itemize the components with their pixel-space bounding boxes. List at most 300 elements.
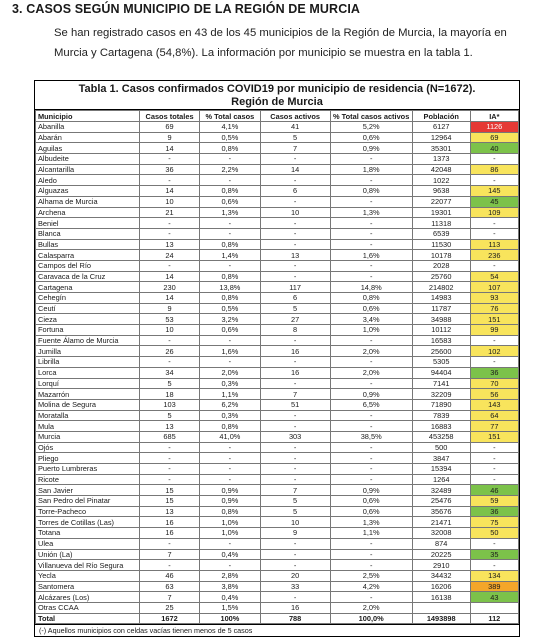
table-row (36, 410, 519, 421)
table-cell: 26 (139, 346, 199, 357)
table-cell: - (330, 154, 412, 165)
table-cell: 14 (139, 293, 199, 304)
total-cell: 1493898 (412, 613, 470, 624)
table-cell: 2910 (412, 560, 470, 571)
total-cell: 100% (200, 613, 260, 624)
table-cell: - (200, 357, 260, 368)
municipio-cell: San Javier (36, 485, 140, 496)
table-cell: 38,5% (330, 431, 412, 442)
table-cell: 16206 (412, 581, 470, 592)
ia-cell: - (470, 560, 518, 571)
table-cell: 0,8% (200, 239, 260, 250)
table-row (36, 496, 519, 507)
table-cell: 16583 (412, 335, 470, 346)
table-cell: 8 (260, 325, 330, 336)
table-cell: 9 (139, 132, 199, 143)
ia-cell: 113 (470, 239, 518, 250)
table-row (36, 260, 519, 271)
total-label: Total (36, 613, 140, 624)
table-row (36, 602, 519, 613)
table-cell: 10 (139, 325, 199, 336)
table-cell: 1,0% (200, 517, 260, 528)
table-cell: 0,8% (330, 186, 412, 197)
table-cell: - (260, 154, 330, 165)
table-cell: - (139, 260, 199, 271)
table-row (36, 122, 519, 133)
table-cell: 0,4% (200, 549, 260, 560)
table-cell: - (260, 260, 330, 271)
table-caption (35, 81, 519, 110)
table-row (36, 346, 519, 357)
ia-cell: 69 (470, 132, 518, 143)
table-cell: 13 (139, 239, 199, 250)
table-row (36, 250, 519, 261)
table-cell: 0,9% (330, 389, 412, 400)
table-cell: 16 (260, 602, 330, 613)
table-row (36, 228, 519, 239)
table-cell: 1,8% (330, 164, 412, 175)
table-cell: 32489 (412, 485, 470, 496)
table-cell: 33 (260, 581, 330, 592)
table-cell: 7 (260, 389, 330, 400)
table-cell: 25476 (412, 496, 470, 507)
table-row (36, 207, 519, 218)
table-row (36, 421, 519, 432)
table-cell: - (260, 378, 330, 389)
ia-cell: 59 (470, 496, 518, 507)
table-cell: 16 (260, 367, 330, 378)
table-row (36, 506, 519, 517)
table-cell: 19301 (412, 207, 470, 218)
table-cell: 0,6% (330, 496, 412, 507)
table-cell: - (139, 335, 199, 346)
table-cell: 94404 (412, 367, 470, 378)
table-cell: 0,5% (200, 303, 260, 314)
table-body (36, 122, 519, 614)
table-cell: 0,8% (200, 186, 260, 197)
table-cell: 16 (260, 346, 330, 357)
table-cell: - (139, 474, 199, 485)
table-row (36, 474, 519, 485)
municipio-cell: Mula (36, 421, 140, 432)
table-cell: 6539 (412, 228, 470, 239)
table-cell: 5 (260, 132, 330, 143)
table-cell: 41 (260, 122, 330, 133)
table-cell: 500 (412, 442, 470, 453)
table-cell: - (200, 560, 260, 571)
table-cell: 10112 (412, 325, 470, 336)
municipio-cell: Molina de Segura (36, 399, 140, 410)
municipio-cell: Abarán (36, 132, 140, 143)
table-cell: 0,9% (330, 143, 412, 154)
table-row (36, 357, 519, 368)
table-row (36, 538, 519, 549)
table-cell: 15394 (412, 464, 470, 475)
table-cell: - (139, 154, 199, 165)
table-cell: - (330, 260, 412, 271)
table-cell: 12964 (412, 132, 470, 143)
table-cell: 35301 (412, 143, 470, 154)
table-cell: - (139, 464, 199, 475)
table-cell: 1373 (412, 154, 470, 165)
table-cell: 10 (139, 196, 199, 207)
table-cell: 453258 (412, 431, 470, 442)
table-cell: - (139, 218, 199, 229)
table-cell: - (260, 560, 330, 571)
table-row (36, 549, 519, 560)
table-row (36, 132, 519, 143)
table-cell: - (200, 260, 260, 271)
table-row (36, 389, 519, 400)
ia-cell: - (470, 154, 518, 165)
table-cell: - (139, 442, 199, 453)
ia-cell: 109 (470, 207, 518, 218)
ia-cell: 151 (470, 431, 518, 442)
table-cell: 13 (260, 250, 330, 261)
table-cell: 21 (139, 207, 199, 218)
municipio-cell: Fuente Álamo de Murcia (36, 335, 140, 346)
table-cell: 0,6% (330, 506, 412, 517)
table-cell: 14,8% (330, 282, 412, 293)
table-cell: - (200, 464, 260, 475)
ia-cell: 99 (470, 325, 518, 336)
ia-cell: - (470, 335, 518, 346)
table-cell: - (260, 464, 330, 475)
municipio-cell: Archena (36, 207, 140, 218)
table-cell: 36 (139, 164, 199, 175)
total-row (36, 613, 519, 624)
table-cell: 5 (260, 506, 330, 517)
table-cell: 117 (260, 282, 330, 293)
table-cell: 42048 (412, 164, 470, 175)
table-cell: - (330, 378, 412, 389)
table-cell: 10178 (412, 250, 470, 261)
table-cell: 0,9% (200, 496, 260, 507)
table-footnote: (-) Aquellos municipios con celdas vacías tienen menos de 5 casos (35, 624, 519, 636)
table-cell: 16 (139, 517, 199, 528)
table-cell: 6,5% (330, 399, 412, 410)
table-cell: - (200, 154, 260, 165)
table-cell: 103 (139, 399, 199, 410)
header-casos-totales: Casos totales (139, 111, 199, 122)
table-cell: 5 (260, 303, 330, 314)
table-cell: - (330, 239, 412, 250)
ia-cell: 93 (470, 293, 518, 304)
table-row (36, 453, 519, 464)
table-cell: 13 (139, 506, 199, 517)
ia-cell (470, 602, 518, 613)
table-cell: 7 (260, 485, 330, 496)
municipio-cell: Alhama de Murcia (36, 196, 140, 207)
table-cell: - (330, 453, 412, 464)
table-cell: - (200, 538, 260, 549)
table-cell: 2,2% (200, 164, 260, 175)
table-cell: 14 (139, 271, 199, 282)
table-cell: 15 (139, 496, 199, 507)
municipio-cell: Yecla (36, 570, 140, 581)
municipio-cell: Blanca (36, 228, 140, 239)
municipio-cell: Caravaca de la Cruz (36, 271, 140, 282)
municipio-cell: Cehegín (36, 293, 140, 304)
table-cell: 1,0% (200, 528, 260, 539)
table-cell: 1,3% (200, 207, 260, 218)
table-cell: 34432 (412, 570, 470, 581)
header-pct-total-casos: % Total casos (200, 111, 260, 122)
table-cell: - (260, 421, 330, 432)
table-cell: - (330, 442, 412, 453)
ia-cell: 134 (470, 570, 518, 581)
table-cell: - (260, 442, 330, 453)
table-cell: - (260, 357, 330, 368)
municipio-cell: Lorquí (36, 378, 140, 389)
table-cell: 0,8% (200, 421, 260, 432)
municipio-cell: Abanilla (36, 122, 140, 133)
table-cell: - (139, 560, 199, 571)
ia-cell: 43 (470, 592, 518, 603)
header-casos-activos: Casos activos (260, 111, 330, 122)
section-heading: 3. CASOS SEGÚN MUNICIPIO DE LA REGIÓN DE MURCIA (12, 2, 361, 16)
table-cell: 22077 (412, 196, 470, 207)
municipio-cell: Ojós (36, 442, 140, 453)
municipio-cell: Totana (36, 528, 140, 539)
table-cell: 9638 (412, 186, 470, 197)
table-cell: 0,6% (330, 303, 412, 314)
table-header-row (36, 111, 519, 122)
table-row (36, 303, 519, 314)
table-cell: 3847 (412, 453, 470, 464)
ia-cell: 86 (470, 164, 518, 175)
ia-cell: 143 (470, 399, 518, 410)
table-cell: 214802 (412, 282, 470, 293)
table-cell: 5305 (412, 357, 470, 368)
table-cell: 0,8% (200, 271, 260, 282)
table-cell: - (200, 228, 260, 239)
table-cell: 1,6% (200, 346, 260, 357)
municipio-cell: Ulea (36, 538, 140, 549)
table-row (36, 239, 519, 250)
municipio-cell: Lorca (36, 367, 140, 378)
table-cell: 0,8% (200, 293, 260, 304)
table-cell: - (200, 175, 260, 186)
table-cell: 0,4% (200, 592, 260, 603)
ia-cell: 56 (470, 389, 518, 400)
table-cell: 41,0% (200, 431, 260, 442)
cases-table (35, 110, 519, 624)
table-cell: 0,3% (200, 410, 260, 421)
table-cell: - (330, 592, 412, 603)
table-cell: - (330, 218, 412, 229)
table-cell: 0,5% (200, 132, 260, 143)
table-cell: - (330, 410, 412, 421)
table-cell: 2,0% (330, 367, 412, 378)
municipio-cell: Villanueva del Río Segura (36, 560, 140, 571)
table-cell: 0,8% (200, 143, 260, 154)
table-cell: - (330, 228, 412, 239)
ia-cell: 107 (470, 282, 518, 293)
table-cell: - (260, 410, 330, 421)
table-row (36, 378, 519, 389)
table-cell: 3,2% (200, 314, 260, 325)
ia-cell: 151 (470, 314, 518, 325)
table-row (36, 528, 519, 539)
table-cell: 0,8% (330, 293, 412, 304)
table-row (36, 143, 519, 154)
total-cell: 100,0% (330, 613, 412, 624)
table-row (36, 282, 519, 293)
table-row (36, 431, 519, 442)
table-cell: - (139, 453, 199, 464)
table-cell: - (330, 464, 412, 475)
table-cell: 21471 (412, 517, 470, 528)
table-cell: 63 (139, 581, 199, 592)
table-cell: 0,9% (330, 485, 412, 496)
ia-cell: - (470, 538, 518, 549)
table-cell (412, 602, 470, 613)
table-cell: 51 (260, 399, 330, 410)
table-cell: 303 (260, 431, 330, 442)
table-cell: 24 (139, 250, 199, 261)
municipio-cell: Cartagena (36, 282, 140, 293)
table-cell: 16 (139, 528, 199, 539)
table-cell: - (260, 474, 330, 485)
ia-cell: 70 (470, 378, 518, 389)
table-row (36, 325, 519, 336)
table-cell: 7141 (412, 378, 470, 389)
ia-cell: 36 (470, 506, 518, 517)
table-caption-subtitle: Región de Murcia (231, 95, 323, 108)
table-cell: - (330, 549, 412, 560)
municipio-cell: San Pedro del Pinatar (36, 496, 140, 507)
table-cell: 53 (139, 314, 199, 325)
table-cell: 6 (260, 186, 330, 197)
table-cell: 71890 (412, 399, 470, 410)
table-row (36, 164, 519, 175)
municipio-cell: Aledo (36, 175, 140, 186)
table-cell: 1,1% (200, 389, 260, 400)
table-cell: 25600 (412, 346, 470, 357)
header-pct-casos-activos: % Total casos activos (330, 111, 412, 122)
table-cell: - (139, 228, 199, 239)
table-cell: 0,6% (330, 132, 412, 143)
table-cell: - (260, 592, 330, 603)
table-cell: - (260, 335, 330, 346)
table-row (36, 314, 519, 325)
table-row (36, 186, 519, 197)
municipio-cell: Alcázares (Los) (36, 592, 140, 603)
table-row (36, 293, 519, 304)
table-cell: - (260, 175, 330, 186)
table-cell: 20 (260, 570, 330, 581)
ia-cell: - (470, 474, 518, 485)
ia-cell: - (470, 442, 518, 453)
table-row (36, 464, 519, 475)
municipio-cell: Fortuna (36, 325, 140, 336)
ia-cell: 35 (470, 549, 518, 560)
table-cell: 1,0% (330, 325, 412, 336)
municipio-cell: Unión (La) (36, 549, 140, 560)
ia-cell: 36 (470, 367, 518, 378)
ia-cell: 64 (470, 410, 518, 421)
table-cell: - (200, 453, 260, 464)
table-cell: 16138 (412, 592, 470, 603)
ia-cell: 389 (470, 581, 518, 592)
table-cell: 3,4% (330, 314, 412, 325)
table-cell: 874 (412, 538, 470, 549)
table-cell: 14983 (412, 293, 470, 304)
ia-cell: 75 (470, 517, 518, 528)
ia-cell: - (470, 228, 518, 239)
table-row (36, 485, 519, 496)
cases-table-container (34, 80, 520, 637)
table-cell: 7 (260, 143, 330, 154)
table-row (36, 592, 519, 603)
table-row (36, 154, 519, 165)
table-cell: 16883 (412, 421, 470, 432)
table-cell: - (330, 560, 412, 571)
table-cell: 11530 (412, 239, 470, 250)
table-cell: - (200, 474, 260, 485)
table-cell: 5 (260, 496, 330, 507)
table-cell: - (260, 228, 330, 239)
table-cell: 14 (260, 164, 330, 175)
table-cell: 27 (260, 314, 330, 325)
table-cell: 4,2% (330, 581, 412, 592)
municipio-cell: Jumilla (36, 346, 140, 357)
table-cell: 18 (139, 389, 199, 400)
table-row (36, 335, 519, 346)
table-cell: - (260, 453, 330, 464)
table-row (36, 271, 519, 282)
table-cell: 5 (139, 410, 199, 421)
table-cell: 14 (139, 186, 199, 197)
municipio-cell: Otras CCAA (36, 602, 140, 613)
ia-cell: 50 (470, 528, 518, 539)
municipio-cell: Torres de Cotillas (Las) (36, 517, 140, 528)
table-cell: 0,3% (200, 378, 260, 389)
table-cell: - (260, 538, 330, 549)
municipio-cell: Santomera (36, 581, 140, 592)
table-cell: 11787 (412, 303, 470, 314)
table-row (36, 560, 519, 571)
table-row (36, 367, 519, 378)
table-cell: 20225 (412, 549, 470, 560)
table-cell: 5,2% (330, 122, 412, 133)
municipio-cell: Moratalla (36, 410, 140, 421)
ia-cell: - (470, 453, 518, 464)
municipio-cell: Aguilas (36, 143, 140, 154)
table-cell: 0,6% (200, 196, 260, 207)
table-cell: 685 (139, 431, 199, 442)
table-cell: 0,8% (200, 506, 260, 517)
municipio-cell: Alguazas (36, 186, 140, 197)
header-ia: IA* (470, 111, 518, 122)
header-poblacion: Población (412, 111, 470, 122)
table-cell: 13 (139, 421, 199, 432)
intro-paragraph: Se han registrado casos en 43 de los 45 municipios de la Región de Murcia, la mayoría en Murcia y Cartagena (54,8%). La información por municipio se muestra en la tabla 1. (54, 27, 507, 59)
ia-cell: - (470, 260, 518, 271)
table-cell: 32008 (412, 528, 470, 539)
table-cell: - (330, 421, 412, 432)
table-cell: 1264 (412, 474, 470, 485)
table-row (36, 581, 519, 592)
table-cell: - (330, 175, 412, 186)
table-cell: 7 (139, 549, 199, 560)
table-cell: 34988 (412, 314, 470, 325)
table-cell: 34 (139, 367, 199, 378)
table-cell: 11318 (412, 218, 470, 229)
table-caption-title: Tabla 1. Casos confirmados COVID19 por municipio de residencia (N=1672). (78, 83, 476, 95)
table-cell: 10 (260, 517, 330, 528)
